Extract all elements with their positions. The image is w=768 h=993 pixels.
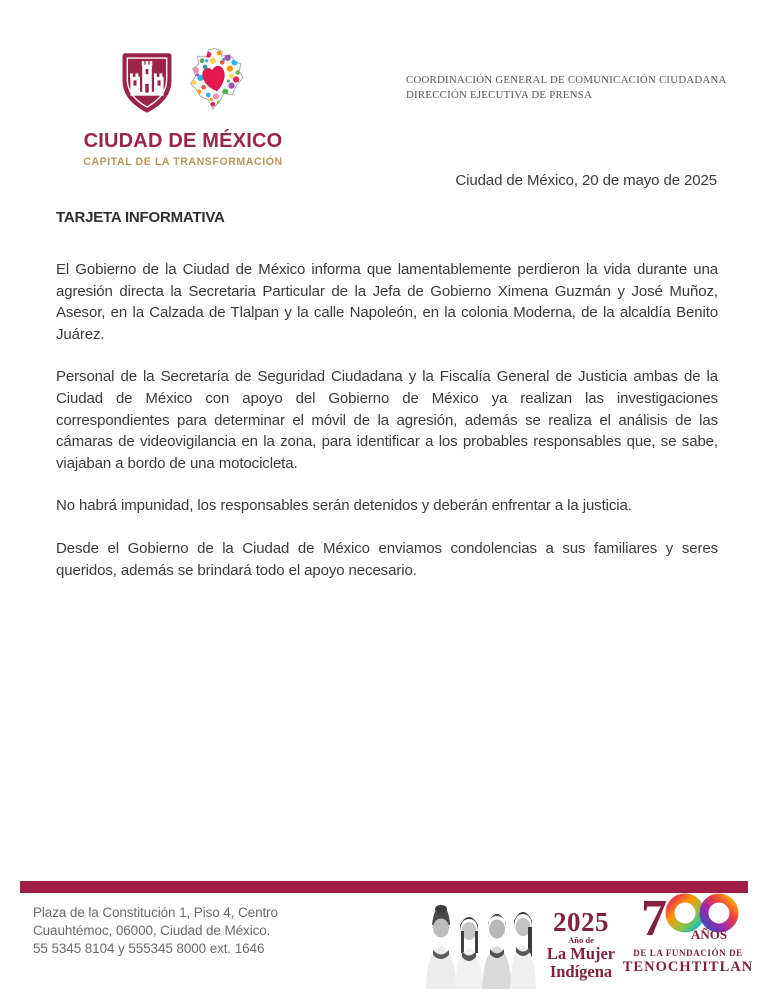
dateline: Ciudad de México, 20 de mayo de 2025 bbox=[455, 172, 717, 189]
office-line-2: DIRECCIÓN EJECUTIVA DE PRENSA bbox=[406, 88, 593, 101]
cdmx-logo-block bbox=[78, 46, 288, 168]
office-line-1: COORDINACIÓN GENERAL DE COMUNICACIÓN CIUDADANA bbox=[406, 74, 727, 86]
indigena-text: Indígena bbox=[549, 962, 613, 981]
paragraph-3: No habrá impunidad, los responsables serán detenidos y deberán enfrentar a la justicia. bbox=[56, 497, 632, 515]
svg-text:AÑOS: AÑOS bbox=[691, 927, 728, 942]
address-line-3: 55 5345 8104 y 555345 8000 ext. 1646 bbox=[33, 941, 265, 957]
cdmx-logo-title: CIUDAD DE MÉXICO bbox=[83, 130, 283, 152]
700-number-art bbox=[629, 891, 747, 943]
fundacion-text: DE LA FUNDACIÓN DE bbox=[633, 948, 743, 958]
la-mujer-text: La Mujer bbox=[546, 944, 616, 963]
document-body bbox=[56, 259, 718, 602]
cdmx-floral-map-icon bbox=[185, 46, 247, 121]
svg-text:7: 7 bbox=[641, 891, 667, 943]
cdmx-shield-icon bbox=[119, 50, 175, 121]
tenochtitlan-700-logo bbox=[622, 891, 754, 976]
cdmx-logo-subtitle: CAPITAL DE LA TRANSFORMACIÓN bbox=[83, 156, 283, 168]
document-title: TARJETA INFORMATIVA bbox=[56, 209, 225, 226]
paragraph-1: El Gobierno de la Ciudad de México informa que lamentablemente perdieron la vida durante una agresión directa la Secretaria Particular de la Jefa de Gobierno Ximena Guzmán y José Muñoz, Asesor, en la Calzada de Tlalpan y la calle Napoleón, en la colonia Moderna, de la alcaldía Benito Juárez. bbox=[56, 261, 718, 343]
cdmx-logo-graphics bbox=[78, 46, 288, 121]
indigenous-women-photo bbox=[424, 901, 538, 989]
issuing-office-header bbox=[406, 73, 727, 102]
footer-address bbox=[33, 904, 278, 959]
tenochtitlan-text: TENOCHTITLAN bbox=[622, 959, 754, 975]
address-line-1: Plaza de la Constitución 1, Piso 4, Centro bbox=[33, 905, 278, 920]
year-2025-mujer-indigena-logo bbox=[538, 909, 624, 981]
paragraph-2: Personal de la Secretaría de Seguridad Ciudadana y la Fiscalía General de Justicia ambas de la Ciudad de México con apoyo del Gobierno de México ya realizan las investigaciones correspondientes para determinar el móvil de la agresión, además se realiza el análisis de las cámaras de videovigilancia en la zona, para identificar a los probables responsables que, se sabe, viajaban a bordo de una motocicleta. bbox=[56, 368, 718, 472]
address-line-2: Cuauhtémoc, 06000, Ciudad de México. bbox=[33, 923, 271, 939]
year-2025-text: 2025 bbox=[553, 907, 609, 937]
paragraph-4: Desde el Gobierno de la Ciudad de México enviamos condolencias a sus familiares y seres queridos, además se brindará todo el apoyo necesario. bbox=[56, 539, 718, 579]
ano-de-text: Año de bbox=[568, 935, 594, 945]
